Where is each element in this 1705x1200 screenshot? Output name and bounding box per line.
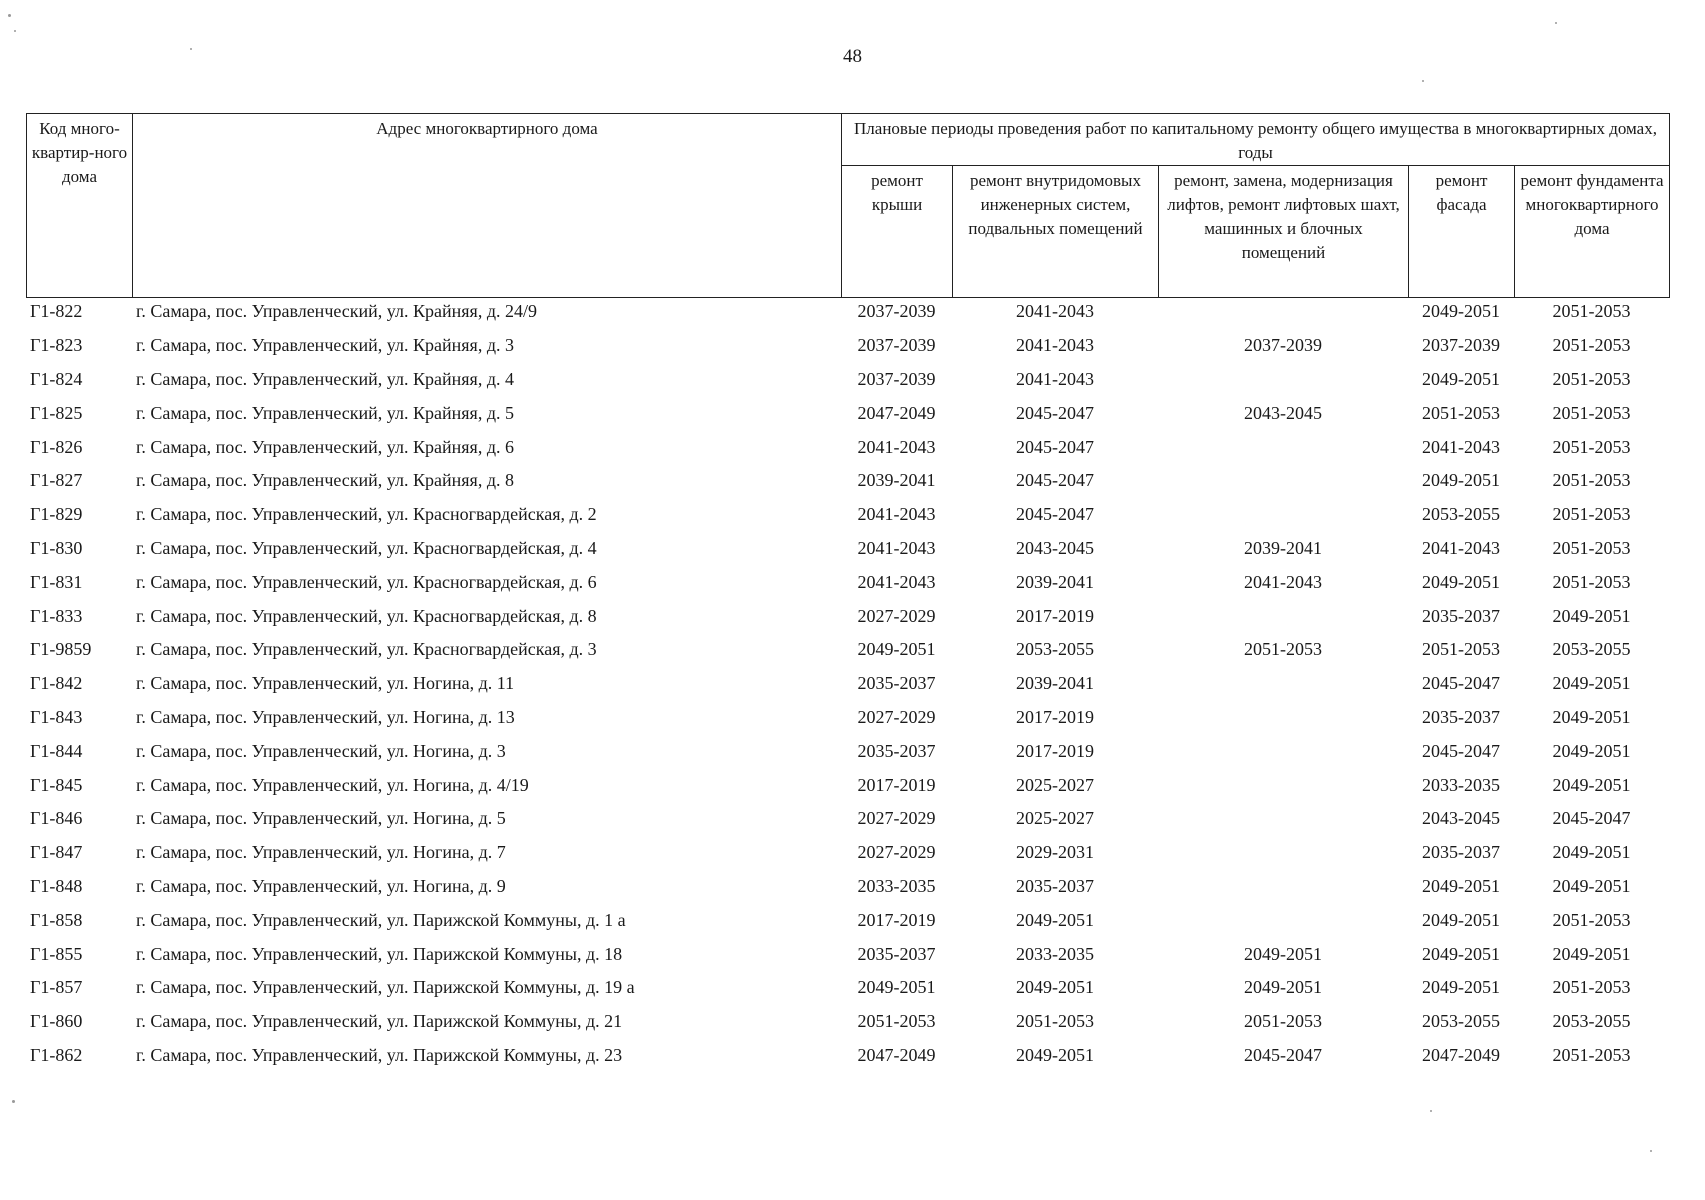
roof-cell: 2035-2037	[857, 943, 936, 964]
lifts-cell: 2043-2045	[1244, 402, 1322, 423]
lifts-cell: 2049-2051	[1244, 977, 1322, 998]
code-cell: Г1-827	[30, 470, 83, 491]
code-cell: Г1-843	[30, 706, 83, 727]
engineering-cell: 2025-2027	[1016, 808, 1094, 829]
facade-cell: 2035-2037	[1422, 842, 1500, 863]
roof-cell: 2041-2043	[857, 537, 936, 558]
header-engineering: ремонт внутридомовых инженерных систем, подвальных помещений	[953, 166, 1159, 298]
engineering-cell: 2017-2019	[1016, 740, 1094, 761]
table-row	[26, 565, 1669, 599]
address-cell: г. Самара, пос. Управленческий, ул. Красногвардейская, д. 6	[136, 571, 597, 592]
facade-cell: 2049-2051	[1422, 470, 1500, 491]
lifts-cell: 2051-2053	[1244, 1011, 1322, 1032]
foundation-cell: 2049-2051	[1552, 605, 1631, 626]
facade-cell: 2049-2051	[1422, 301, 1500, 322]
address-cell: г. Самара, пос. Управленческий, ул. Ногина, д. 5	[136, 808, 506, 829]
table-row	[26, 768, 1669, 802]
table-row	[26, 802, 1669, 836]
roof-cell: 2027-2029	[857, 706, 936, 727]
table-row	[26, 295, 1669, 329]
facade-cell: 2049-2051	[1422, 571, 1500, 592]
facade-cell: 2037-2039	[1422, 335, 1500, 356]
engineering-cell: 2045-2047	[1016, 470, 1094, 491]
roof-cell: 2041-2043	[857, 436, 936, 457]
code-cell: Г1-825	[30, 402, 83, 423]
table-row	[26, 329, 1669, 363]
table-row	[26, 1039, 1669, 1073]
foundation-cell: 2051-2053	[1552, 335, 1631, 356]
facade-cell: 2051-2053	[1422, 402, 1500, 423]
header-foundation: ремонт фундамента многоквартирного дома	[1515, 166, 1670, 298]
code-cell: Г1-858	[30, 909, 83, 930]
table-row	[26, 667, 1669, 701]
roof-cell: 2039-2041	[857, 470, 936, 491]
engineering-cell: 2039-2041	[1016, 571, 1094, 592]
foundation-cell: 2051-2053	[1552, 504, 1631, 525]
engineering-cell: 2041-2043	[1016, 368, 1094, 389]
foundation-cell: 2051-2053	[1552, 537, 1631, 558]
roof-cell: 2049-2051	[857, 977, 936, 998]
facade-cell: 2053-2055	[1422, 1011, 1500, 1032]
roof-cell: 2037-2039	[857, 335, 936, 356]
address-cell: г. Самара, пос. Управленческий, ул. Крайняя, д. 5	[136, 402, 514, 423]
facade-cell: 2041-2043	[1422, 537, 1500, 558]
code-cell: Г1-845	[30, 774, 83, 795]
roof-cell: 2041-2043	[857, 571, 936, 592]
foundation-cell: 2051-2053	[1552, 436, 1631, 457]
roof-cell: 2035-2037	[857, 673, 936, 694]
roof-cell: 2047-2049	[857, 402, 936, 423]
facade-cell: 2043-2045	[1422, 808, 1500, 829]
address-cell: г. Самара, пос. Управленческий, ул. Ногина, д. 11	[136, 673, 515, 694]
foundation-cell: 2049-2051	[1552, 875, 1631, 896]
engineering-cell: 2049-2051	[1016, 977, 1094, 998]
table-row	[26, 498, 1669, 532]
engineering-cell: 2029-2031	[1016, 842, 1094, 863]
code-cell: Г1-833	[30, 605, 83, 626]
roof-cell: 2017-2019	[857, 909, 936, 930]
lifts-cell: 2051-2053	[1244, 639, 1322, 660]
facade-cell: 2047-2049	[1422, 1044, 1500, 1065]
engineering-cell: 2045-2047	[1016, 504, 1094, 525]
foundation-cell: 2053-2055	[1552, 639, 1631, 660]
table-row	[26, 363, 1669, 397]
address-cell: г. Самара, пос. Управленческий, ул. Ногина, д. 13	[136, 706, 515, 727]
foundation-cell: 2049-2051	[1552, 842, 1631, 863]
facade-cell: 2035-2037	[1422, 706, 1500, 727]
table-row	[26, 1005, 1669, 1039]
code-cell: Г1-842	[30, 673, 83, 694]
roof-cell: 2035-2037	[857, 740, 936, 761]
lifts-cell: 2039-2041	[1244, 537, 1322, 558]
table-header	[26, 113, 1670, 298]
address-cell: г. Самара, пос. Управленческий, ул. Красногвардейская, д. 2	[136, 504, 597, 525]
table-row	[26, 701, 1669, 735]
code-cell: Г1-830	[30, 537, 83, 558]
address-cell: г. Самара, пос. Управленческий, ул. Крайняя, д. 8	[136, 470, 514, 491]
table-row	[26, 937, 1669, 971]
foundation-cell: 2049-2051	[1552, 673, 1631, 694]
engineering-cell: 2049-2051	[1016, 1044, 1094, 1065]
address-cell: г. Самара, пос. Управленческий, ул. Ногина, д. 7	[136, 842, 506, 863]
roof-cell: 2047-2049	[857, 1044, 936, 1065]
facade-cell: 2049-2051	[1422, 943, 1500, 964]
facade-cell: 2049-2051	[1422, 909, 1500, 930]
engineering-cell: 2039-2041	[1016, 673, 1094, 694]
facade-cell: 2051-2053	[1422, 639, 1500, 660]
lifts-cell: 2045-2047	[1244, 1044, 1322, 1065]
address-cell: г. Самара, пос. Управленческий, ул. Ногина, д. 4/19	[136, 774, 529, 795]
table-body	[26, 295, 1669, 1072]
foundation-cell: 2051-2053	[1552, 301, 1631, 322]
roof-cell: 2027-2029	[857, 808, 936, 829]
foundation-cell: 2049-2051	[1552, 706, 1631, 727]
facade-cell: 2033-2035	[1422, 774, 1500, 795]
facade-cell: 2049-2051	[1422, 977, 1500, 998]
address-cell: г. Самара, пос. Управленческий, ул. Красногвардейская, д. 8	[136, 605, 597, 626]
facade-cell: 2035-2037	[1422, 605, 1500, 626]
foundation-cell: 2051-2053	[1552, 402, 1631, 423]
foundation-cell: 2051-2053	[1552, 470, 1631, 491]
address-cell: г. Самара, пос. Управленческий, ул. Парижской Коммуны, д. 19 а	[136, 977, 635, 998]
facade-cell: 2041-2043	[1422, 436, 1500, 457]
table-row	[26, 430, 1669, 464]
lifts-cell: 2041-2043	[1244, 571, 1322, 592]
table-row	[26, 836, 1669, 870]
code-cell: Г1-822	[30, 301, 83, 322]
address-cell: г. Самара, пос. Управленческий, ул. Крайняя, д. 4	[136, 368, 514, 389]
lifts-cell: 2049-2051	[1244, 943, 1322, 964]
address-cell: г. Самара, пос. Управленческий, ул. Ногина, д. 3	[136, 740, 506, 761]
engineering-cell: 2017-2019	[1016, 605, 1094, 626]
address-cell: г. Самара, пос. Управленческий, ул. Крайняя, д. 6	[136, 436, 514, 457]
code-cell: Г1-824	[30, 368, 83, 389]
foundation-cell: 2049-2051	[1552, 740, 1631, 761]
table-row	[26, 734, 1669, 768]
table-row	[26, 903, 1669, 937]
address-cell: г. Самара, пос. Управленческий, ул. Парижской Коммуны, д. 1 а	[136, 909, 626, 930]
roof-cell: 2017-2019	[857, 774, 936, 795]
engineering-cell: 2043-2045	[1016, 537, 1094, 558]
foundation-cell: 2051-2053	[1552, 977, 1631, 998]
roof-cell: 2051-2053	[857, 1011, 936, 1032]
engineering-cell: 2049-2051	[1016, 909, 1094, 930]
table-row	[26, 532, 1669, 566]
code-cell: Г1-9859	[30, 639, 92, 660]
code-cell: Г1-846	[30, 808, 83, 829]
code-cell: Г1-855	[30, 943, 83, 964]
foundation-cell: 2053-2055	[1552, 1011, 1631, 1032]
roof-cell: 2049-2051	[857, 639, 936, 660]
code-cell: Г1-847	[30, 842, 83, 863]
foundation-cell: 2045-2047	[1552, 808, 1631, 829]
address-cell: г. Самара, пос. Управленческий, ул. Парижской Коммуны, д. 21	[136, 1011, 623, 1032]
header-code: Код много-квартир-ного дома	[27, 114, 133, 298]
roof-cell: 2033-2035	[857, 875, 936, 896]
roof-cell: 2037-2039	[857, 301, 936, 322]
address-cell: г. Самара, пос. Управленческий, ул. Красногвардейская, д. 4	[136, 537, 597, 558]
address-cell: г. Самара, пос. Управленческий, ул. Парижской Коммуны, д. 18	[136, 943, 623, 964]
foundation-cell: 2051-2053	[1552, 368, 1631, 389]
address-cell: г. Самара, пос. Управленческий, ул. Крайняя, д. 24/9	[136, 301, 537, 322]
engineering-cell: 2033-2035	[1016, 943, 1094, 964]
address-cell: г. Самара, пос. Управленческий, ул. Ногина, д. 9	[136, 875, 506, 896]
engineering-cell: 2025-2027	[1016, 774, 1094, 795]
address-cell: г. Самара, пос. Управленческий, ул. Красногвардейская, д. 3	[136, 639, 597, 660]
engineering-cell: 2053-2055	[1016, 639, 1094, 660]
address-cell: г. Самара, пос. Управленческий, ул. Крайняя, д. 3	[136, 335, 514, 356]
foundation-cell: 2049-2051	[1552, 943, 1631, 964]
header-periods: Плановые периоды проведения работ по капитальному ремонту общего имущества в многоквартирных домах, годы	[842, 114, 1670, 166]
header-roof: ремонт крыши	[842, 166, 953, 298]
facade-cell: 2053-2055	[1422, 504, 1500, 525]
foundation-cell: 2051-2053	[1552, 571, 1631, 592]
engineering-cell: 2051-2053	[1016, 1011, 1094, 1032]
facade-cell: 2049-2051	[1422, 368, 1500, 389]
engineering-cell: 2035-2037	[1016, 875, 1094, 896]
table-row	[26, 870, 1669, 904]
table-row	[26, 633, 1669, 667]
foundation-cell: 2049-2051	[1552, 774, 1631, 795]
code-cell: Г1-831	[30, 571, 83, 592]
address-cell: г. Самара, пос. Управленческий, ул. Парижской Коммуны, д. 23	[136, 1044, 623, 1065]
engineering-cell: 2045-2047	[1016, 436, 1094, 457]
code-cell: Г1-823	[30, 335, 83, 356]
engineering-cell: 2041-2043	[1016, 301, 1094, 322]
roof-cell: 2027-2029	[857, 842, 936, 863]
lifts-cell: 2037-2039	[1244, 335, 1322, 356]
engineering-cell: 2045-2047	[1016, 402, 1094, 423]
code-cell: Г1-848	[30, 875, 83, 896]
code-cell: Г1-829	[30, 504, 83, 525]
engineering-cell: 2017-2019	[1016, 706, 1094, 727]
code-cell: Г1-860	[30, 1011, 83, 1032]
page-number: 48	[843, 46, 862, 67]
facade-cell: 2045-2047	[1422, 740, 1500, 761]
header-address: Адрес многоквартирного дома	[133, 114, 842, 298]
header-facade: ремонт фасада	[1409, 166, 1515, 298]
table-row	[26, 464, 1669, 498]
code-cell: Г1-857	[30, 977, 83, 998]
table-row	[26, 396, 1669, 430]
code-cell: Г1-844	[30, 740, 83, 761]
facade-cell: 2049-2051	[1422, 875, 1500, 896]
code-cell: Г1-826	[30, 436, 83, 457]
roof-cell: 2037-2039	[857, 368, 936, 389]
roof-cell: 2027-2029	[857, 605, 936, 626]
roof-cell: 2041-2043	[857, 504, 936, 525]
table-row	[26, 599, 1669, 633]
facade-cell: 2045-2047	[1422, 673, 1500, 694]
foundation-cell: 2051-2053	[1552, 909, 1631, 930]
foundation-cell: 2051-2053	[1552, 1044, 1631, 1065]
engineering-cell: 2041-2043	[1016, 335, 1094, 356]
header-lifts: ремонт, замена, модернизация лифтов, ремонт лифтовых шахт, машинных и блочных помещений	[1159, 166, 1409, 298]
code-cell: Г1-862	[30, 1044, 83, 1065]
table-row	[26, 971, 1669, 1005]
